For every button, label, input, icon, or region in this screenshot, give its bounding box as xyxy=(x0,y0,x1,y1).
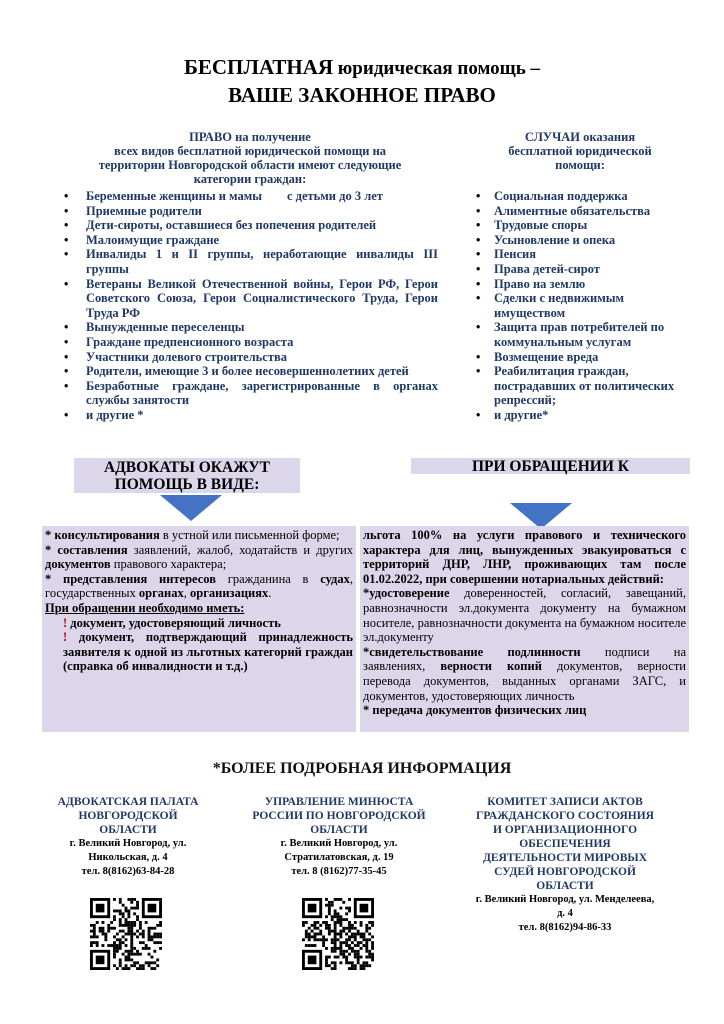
org-ministry-justice xyxy=(231,795,447,879)
lawyers-banner xyxy=(74,458,300,493)
exclamation-icon: ! xyxy=(63,630,68,645)
right-heading xyxy=(480,130,680,172)
list-item: • и другие * xyxy=(60,408,438,423)
org-name-line: РОССИИ ПО НОВГОРОДСКОЙ xyxy=(252,810,426,822)
list-item: • Граждане предпенсионного возраста xyxy=(60,335,438,350)
org-name-line: ОБЕСПЕЧЕНИЯ xyxy=(519,838,611,850)
org-name-line: ГРАЖДАНСКОГО СОСТОЯНИЯ xyxy=(476,810,654,822)
qr-code-icon[interactable] xyxy=(302,898,374,970)
list-item: • Социальная поддержка xyxy=(472,189,680,204)
right-heading-line: бесплатной юридической xyxy=(508,144,652,158)
down-arrow-icon xyxy=(160,495,222,521)
required-doc-1-text: документ, удостоверяющий личность xyxy=(70,615,281,630)
org-name-line: КОМИТЕТ ЗАПИСИ АКТОВ xyxy=(487,796,643,808)
service-repr-text: гражданина в xyxy=(215,571,309,586)
service-documents xyxy=(45,543,353,572)
service-repr-text2: , государственных xyxy=(45,571,354,601)
list-item: • Приемные родители xyxy=(60,204,438,219)
list-item: • Малоимущие граждане xyxy=(60,233,438,248)
service-repr-bold2: судах xyxy=(308,571,350,586)
service-documents-bold2: документов xyxy=(45,557,111,572)
lawyer-services-box xyxy=(42,526,356,732)
service-repr-text3: , xyxy=(183,586,187,601)
required-doc-2-text: документ, подтверждающий принадлежность заявителя к одной из льготных категорий граждан (справка об инвалидности и т.д.) xyxy=(63,630,354,674)
org-name-line: НОВГОРОДСКОЙ xyxy=(78,810,178,822)
benefit-authentication xyxy=(363,645,686,703)
service-repr-text4: . xyxy=(268,586,272,601)
service-documents-text: заявлений, жалоб, ходатайств и других xyxy=(127,542,354,557)
list-item: • Родители, имеющие 3 и более несовершеннолетних детей xyxy=(60,364,438,379)
list-item: • Возмещение вреда xyxy=(472,350,680,365)
title-rest: юридическая помощь – xyxy=(333,58,540,79)
org-phone: тел. 8 (8162)77-35-45 xyxy=(291,866,387,877)
list-item: • Защита прав потребителей по коммунальным услугам xyxy=(472,320,680,349)
org-address-line: г. Великий Новгород, ул. xyxy=(69,838,187,849)
service-consult-bold: * консультирования xyxy=(45,528,160,542)
org-name-line: ОБЛАСТИ xyxy=(310,824,368,836)
title-line2: ВАШЕ ЗАКОННОЕ ПРАВО xyxy=(228,83,496,107)
right-heading-line: помощи: xyxy=(555,158,605,172)
org-name-line: ОБЛАСТИ xyxy=(536,880,594,892)
org-name-line: СУДЕЙ НОВГОРОДСКОЙ xyxy=(494,866,636,878)
list-item: • Трудовые споры xyxy=(472,218,680,233)
service-repr-bold: * представления интересов xyxy=(45,571,216,586)
benefit-transfer: * передача документов физических лиц xyxy=(363,703,587,718)
title-bold: БЕСПЛАТНАЯ xyxy=(184,55,334,79)
benefit-auth-text2: документов, верности перевода документов, выданных органами ЗАГС, и документов, удостоверяющих личность xyxy=(363,659,686,703)
list-item: • Права детей-сирот xyxy=(472,262,680,277)
service-documents-text2: правового характера; xyxy=(110,557,227,572)
eligible-categories-list xyxy=(60,189,438,423)
benefit-certification xyxy=(363,586,686,644)
org-name-line: ДЕЯТЕЛЬНОСТИ МИРОВЫХ xyxy=(482,852,648,864)
org-bar-association xyxy=(28,795,228,879)
list-item: • Реабилитация граждан, пострадавших от политических репрессий; xyxy=(472,364,680,408)
left-heading-line: территории Новгородской области имеют следующие xyxy=(98,158,402,172)
required-doc-2 xyxy=(45,630,353,674)
service-representation xyxy=(45,572,353,601)
left-heading-line: категории граждан: xyxy=(193,172,307,186)
page-title xyxy=(0,54,724,108)
org-address-line: г. Великий Новгород, ул. Менделеева, xyxy=(475,894,655,905)
benefit-auth-bold: *свидетельствование подлинности xyxy=(363,644,581,659)
cases-list xyxy=(472,189,680,423)
org-name-line: И ОРГАНИЗАЦИОННОГО xyxy=(492,824,638,836)
list-item: • Право на землю xyxy=(472,277,680,292)
list-item: • Дети-сироты, оставшиеся без попечения родителей xyxy=(60,218,438,233)
left-heading xyxy=(60,130,440,186)
list-item: • и другие* xyxy=(472,408,680,423)
service-repr-bold3: органах xyxy=(135,586,184,601)
required-doc-1 xyxy=(45,616,353,631)
org-phone: тел. 8(8162)94-86-33 xyxy=(518,922,612,933)
list-item: • Ветераны Великой Отечественной войны, Герои РФ, Герои Советского Союза, Герои Социалистического Труда, Герои Труда РФ xyxy=(60,277,438,321)
list-item: • Участники долевого строительства xyxy=(60,350,438,365)
org-address-line: д. 4 xyxy=(557,908,573,919)
org-phone: тел. 8(8162)63-84-28 xyxy=(81,866,175,877)
list-item: • Инвалиды 1 и II группы, неработающие инвалиды III группы xyxy=(60,247,438,276)
org-name-line: УПРАВЛЕНИЕ МИНЮСТА xyxy=(264,796,414,808)
exclamation-icon: ! xyxy=(63,615,68,630)
benefit-cert-text: доверенностей, согласий, завещаний, равнозначности эл.документа документу на бумажном носителе, равнозначности документа на бумажном носителе эл.документу xyxy=(363,586,686,645)
list-item: • Сделки с недвижимым имуществом xyxy=(472,291,680,320)
list-item: • Беременные женщины и мамы с детьми до 3 лет xyxy=(60,189,438,204)
benefit-auth-bold2: верности копий xyxy=(425,659,542,674)
left-heading-line: всех видов бесплатной юридической помощи на xyxy=(113,144,387,158)
right-heading-line: СЛУЧАИ оказания xyxy=(524,130,636,144)
service-consult xyxy=(45,528,353,543)
benefit-intro: льгота 100% на услуги правового и технического характера для лиц, вынужденных эвакуироваться с территорий ДНР, ЛНР, проживающих там после 01.02.2022, при совершении нотариальных действий: xyxy=(363,528,686,586)
org-name-line: АДВОКАТСКАЯ ПАЛАТА xyxy=(57,796,199,808)
qr-code-icon[interactable] xyxy=(90,898,162,970)
service-documents-bold: * составления xyxy=(45,542,128,557)
org-civil-registry xyxy=(452,795,678,935)
list-item: • Алиментные обязательства xyxy=(472,204,680,219)
org-address-line: Стратилатовская, д. 19 xyxy=(284,852,394,863)
left-heading-line: ПРАВО на получение xyxy=(189,130,311,144)
benefit-auth-text: подписи на заявлениях, xyxy=(363,644,686,674)
list-item: • Безработные граждане, зарегистрированные в органах службы занятости xyxy=(60,379,438,408)
service-repr-bold4: организациях xyxy=(186,586,269,601)
list-item: • Усыновление и опека xyxy=(472,233,680,248)
more-info-heading: *БОЛЕЕ ПОДРОБНАЯ ИНФОРМАЦИЯ xyxy=(212,760,512,777)
banner-line: АДВОКАТЫ ОКАЖУТ xyxy=(103,459,271,476)
org-address-line: Никольская, д. 4 xyxy=(88,852,168,863)
notary-benefits-box xyxy=(360,526,689,732)
banner-line: ПРИ ОБРАЩЕНИИ К xyxy=(471,458,630,475)
list-item: • Вынужденные переселенцы xyxy=(60,320,438,335)
notary-banner xyxy=(411,458,690,474)
service-consult-text: в устной или письменной форме; xyxy=(159,528,340,542)
list-item: • Пенсия xyxy=(472,247,680,262)
benefit-cert-bold: *удостоверение xyxy=(363,586,450,601)
org-name-line: ОБЛАСТИ xyxy=(99,824,157,836)
org-address-line: г. Великий Новгород, ул. xyxy=(280,838,398,849)
banner-line: ПОМОЩЬ В ВИДЕ: xyxy=(114,476,260,493)
required-docs-heading: При обращении необходимо иметь: xyxy=(45,600,245,615)
